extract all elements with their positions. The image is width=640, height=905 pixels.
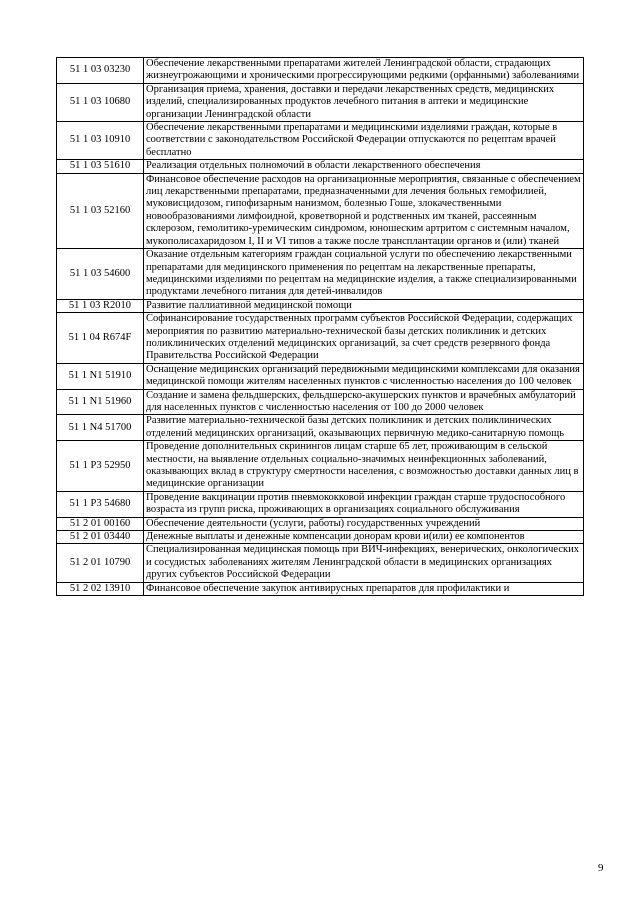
row-description: Специализированная медицинская помощь при ВИЧ-инфекциях, венерических, онкологических и сосудистых заболеваниях жителям Ленинградской области в медицинских организациях других субъектов Российской Федерации — [144, 544, 584, 582]
document-page — [56, 57, 584, 596]
row-code: 51 1 P3 54680 — [57, 491, 144, 517]
budget-codes-table — [56, 57, 584, 596]
table-row — [57, 441, 584, 492]
row-description: Создание и замена фельдшерских, фельдшерско-акушерских пунктов и врачебных амбулаторий для населенных пунктов с численностью населения от 100 до 2000 человек — [144, 389, 584, 415]
row-description: Организация приема, хранения, доставки и передачи лекарственных средств, медицинских изделий, специализированных продуктов лечебного питания в аптеки и медицинские организации Ленинградской области — [144, 83, 584, 121]
row-code: 51 1 03 R2010 — [57, 299, 144, 312]
row-description: Денежные выплаты и денежные компенсации донорам крови и(или) ее компонентов — [144, 531, 584, 544]
table-row — [57, 58, 584, 84]
row-code: 51 1 P3 52950 — [57, 441, 144, 492]
row-description: Проведение вакцинации против пневмококковой инфекции граждан старше трудоспособного возраста из групп риска, проживающих в организациях социального обслуживания — [144, 491, 584, 517]
table-row — [57, 173, 584, 248]
row-description: Финансовое обеспечение закупок антивирусных препаратов для профилактики и — [144, 582, 584, 595]
row-description: Финансовое обеспечение расходов на организационные мероприятия, связанные с обеспечением лиц лекарственными препаратами, предназначенными для лечения больных гемофилией, муковисцидозом, гипофизарным нанизмом, болезнью Гоше, злокачественными новообразованиями лимфоидной, кроветворной и родственных им тканей, рассеянным склерозом, гемолитико-уремическим синдромом, юношеским артритом с системным началом, мукополисахаридозом I, II и VI типов а также после трансплантации органов и (или) тканей — [144, 173, 584, 248]
row-description: Проведение дополнительных скринингов лицам старше 65 лет, проживающим в сельской местности, на выявление отдельных социально-значимых неинфекционных заболеваний, оказывающих вклад в структуру смертности населения, с возможностью доставки данных лиц в медицинские организации — [144, 441, 584, 492]
row-description: Обеспечение лекарственными препаратами жителей Ленинградской области, страдающих жизнеугрожающими и хроническими прогрессирующими редкими (орфанными) заболеваниями — [144, 58, 584, 84]
row-description: Развитие материально-технической базы детских поликлиник и детских поликлинических отделений медицинских организаций, оказывающих первичную медико-санитарную помощь — [144, 415, 584, 441]
table-row — [57, 582, 584, 595]
row-description: Развитие паллиативной медицинской помощи — [144, 299, 584, 312]
row-description: Софинансирование государственных программ субъектов Российской Федерации, содержащих мероприятия по развитию материально-технической базы детских поликлиник и детских поликлинических отделений медицинских организаций, за счет средств резервного фонда Правительства Российской Федерации — [144, 313, 584, 364]
row-description: Реализация отдельных полномочий в области лекарственного обеспечения — [144, 160, 584, 173]
row-code: 51 2 01 00160 — [57, 517, 144, 530]
row-code: 51 1 N1 51960 — [57, 389, 144, 415]
row-code: 51 1 03 52160 — [57, 173, 144, 248]
table-row — [57, 415, 584, 441]
row-code: 51 1 N4 51700 — [57, 415, 144, 441]
row-code: 51 1 04 R674F — [57, 313, 144, 364]
row-description: Обеспечение лекарственными препаратами и медицинскими изделиями граждан, которые в соответствии с законодательством Российской Федерации отпускаются по рецептам врачей бесплатно — [144, 122, 584, 160]
table-row — [57, 313, 584, 364]
row-code: 51 2 01 10790 — [57, 544, 144, 582]
row-description: Обеспечение деятельности (услуги, работы) государственных учреждений — [144, 517, 584, 530]
table-row — [57, 160, 584, 173]
table-row — [57, 389, 584, 415]
row-code: 51 1 03 10910 — [57, 122, 144, 160]
page-number: 9 — [598, 862, 604, 874]
table-body — [57, 58, 584, 596]
table-row — [57, 299, 584, 312]
table-row — [57, 363, 584, 389]
row-code: 51 1 N1 51910 — [57, 363, 144, 389]
row-code: 51 1 03 10680 — [57, 83, 144, 121]
table-row — [57, 544, 584, 582]
table-row — [57, 249, 584, 300]
table-row — [57, 531, 584, 544]
row-code: 51 2 01 03440 — [57, 531, 144, 544]
row-description: Оснащение медицинских организаций передвижными медицинскими комплексами для оказания медицинской помощи жителям населенных пунктов с численностью населения до 100 человек — [144, 363, 584, 389]
table-row — [57, 517, 584, 530]
table-row — [57, 83, 584, 121]
table-row — [57, 491, 584, 517]
table-row — [57, 122, 584, 160]
row-code: 51 1 03 54600 — [57, 249, 144, 300]
row-code: 51 2 02 13910 — [57, 582, 144, 595]
row-code: 51 1 03 51610 — [57, 160, 144, 173]
row-description: Оказание отдельным категориям граждан социальной услуги по обеспечению лекарственными препаратами для медицинского применения по рецептам на лекарственные препараты, медицинскими изделиями по рецептам на медицинские изделия, а также специализированными продуктами лечебного питания для детей-инвалидов — [144, 249, 584, 300]
row-code: 51 1 03 03230 — [57, 58, 144, 84]
